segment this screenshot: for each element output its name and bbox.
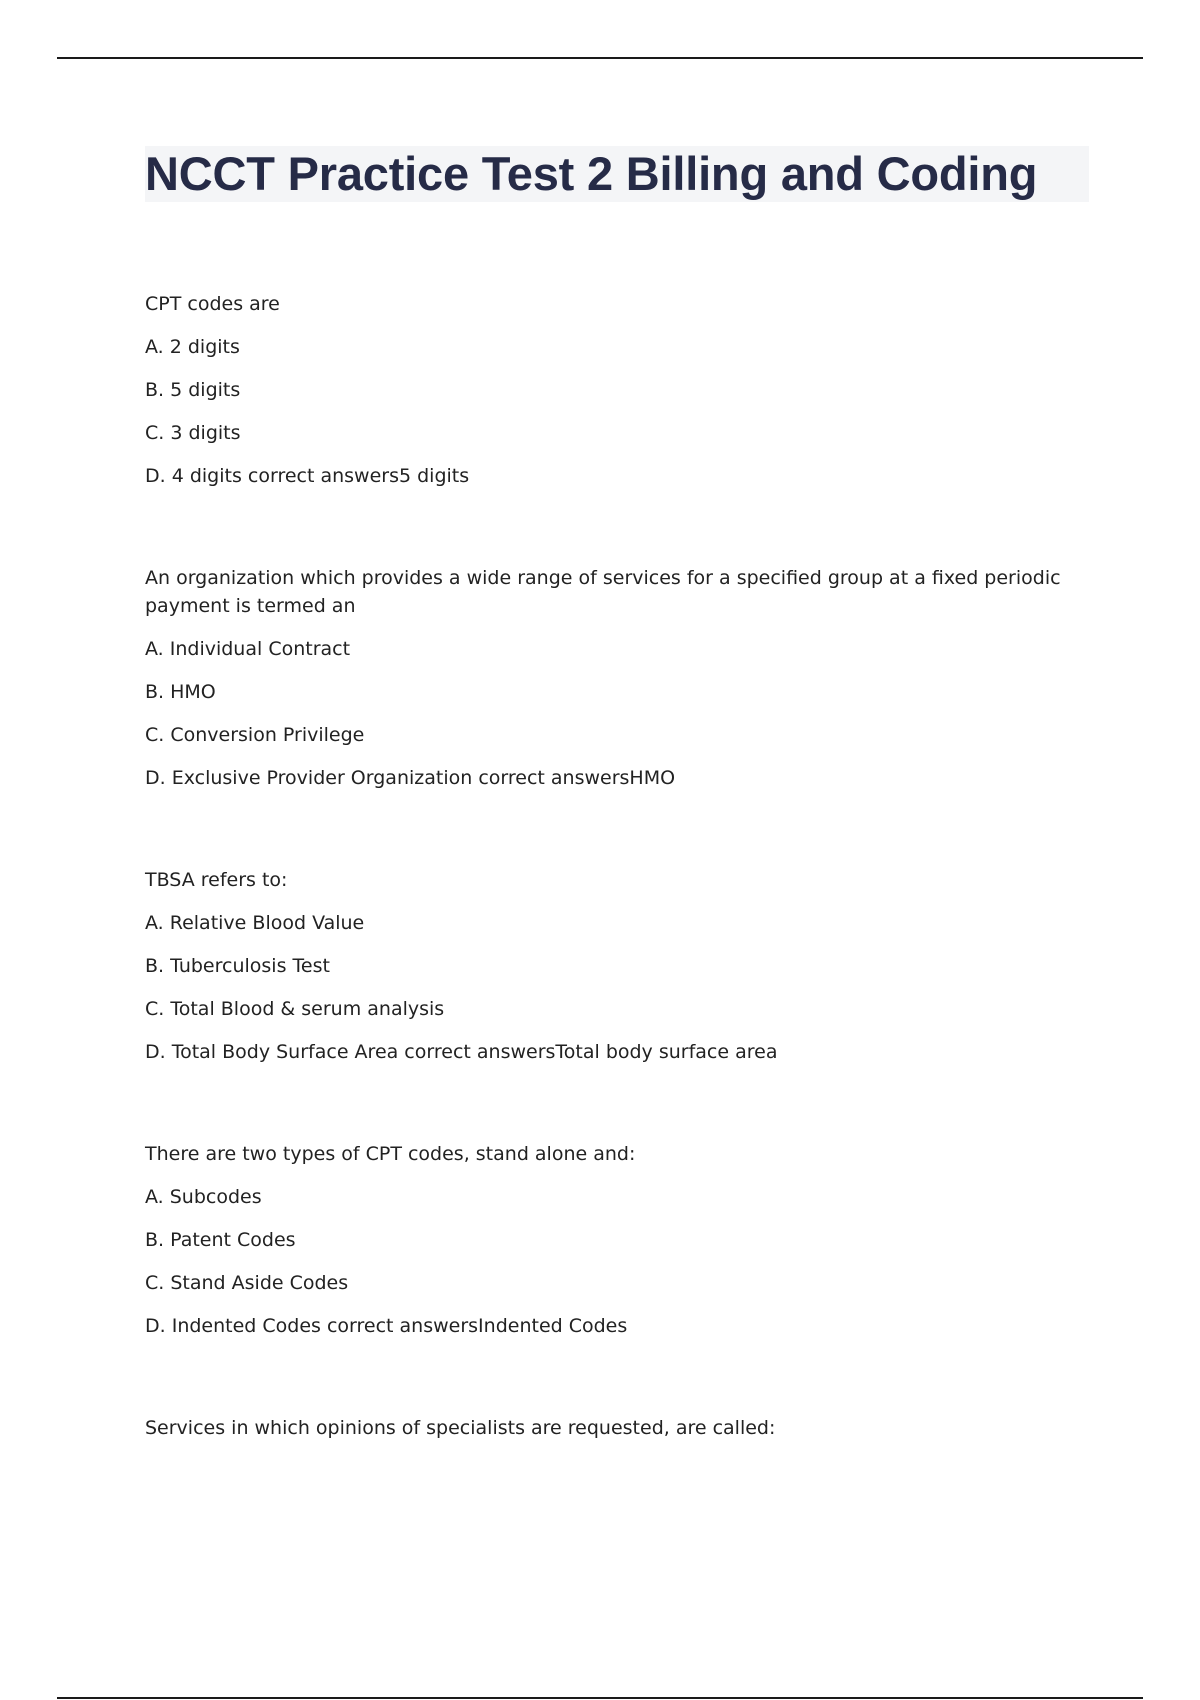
question-text: There are two types of CPT codes, stand alone and: [145, 1143, 636, 1165]
option-a: A. Relative Blood Value [145, 912, 365, 934]
title-block [145, 146, 1089, 202]
option-d: D. Total Body Surface Area correct answersTotal body surface area [145, 1041, 778, 1063]
option-c: C. Total Blood & serum analysis [145, 998, 445, 1020]
question-5 [145, 1414, 1095, 1442]
option-c: C. Stand Aside Codes [145, 1272, 349, 1294]
option-b: B. Patent Codes [145, 1229, 296, 1251]
question-text: Services in which opinions of specialists are requested, are called: [145, 1417, 776, 1439]
option-b: B. Tuberculosis Test [145, 955, 330, 977]
option-d: D. Exclusive Provider Organization correct answersHMO [145, 767, 676, 789]
option-c: C. 3 digits [145, 422, 241, 444]
option-d: D. Indented Codes correct answersIndented Codes [145, 1315, 628, 1337]
option-d: D. 4 digits correct answers5 digits [145, 465, 470, 487]
page-title: NCCT Practice Test 2 Billing and Coding [145, 147, 1038, 200]
option-a: A. Individual Contract [145, 638, 351, 660]
option-a: A. 2 digits [145, 336, 240, 358]
question-text: TBSA refers to: [145, 869, 288, 891]
question-list [145, 290, 1095, 1516]
question-1 [145, 290, 1095, 490]
question-2 [145, 564, 1095, 792]
option-c: C. Conversion Privilege [145, 724, 365, 746]
option-b: B. 5 digits [145, 379, 241, 401]
question-text: CPT codes are [145, 293, 280, 315]
question-4 [145, 1140, 1095, 1340]
question-text: An organization which provides a wide range of services for a specified group at a fixed periodic payment is termed an [145, 567, 1061, 617]
question-3 [145, 866, 1095, 1066]
header-rule [57, 57, 1143, 59]
footer-rule [57, 1697, 1143, 1699]
option-b: B. HMO [145, 681, 216, 703]
option-a: A. Subcodes [145, 1186, 262, 1208]
